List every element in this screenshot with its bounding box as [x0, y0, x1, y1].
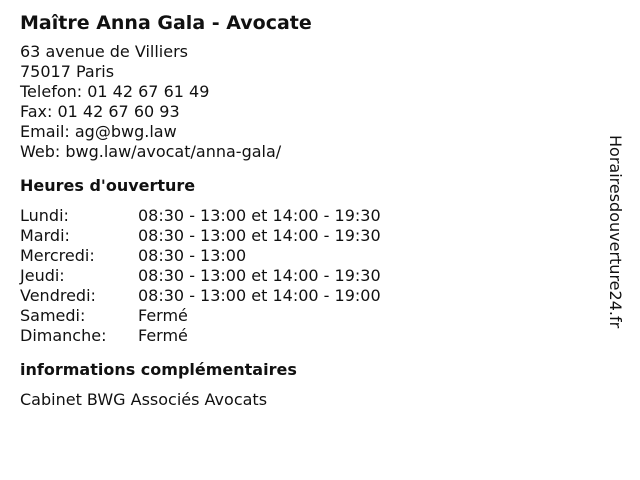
time-value: Fermé	[138, 306, 188, 325]
hours-table	[20, 206, 600, 346]
time-value: 08:30 - 13:00 et 14:00 - 19:00	[138, 286, 381, 305]
day-label: Lundi:	[20, 206, 69, 225]
page-title: Maître Anna Gala - Avocate	[20, 12, 312, 34]
hours-row-samedi	[20, 306, 600, 326]
day-label: Jeudi:	[20, 266, 65, 285]
time-value: Fermé	[138, 326, 188, 345]
day-label: Vendredi:	[20, 286, 96, 305]
hours-row-mardi	[20, 226, 600, 246]
hours-heading: Heures d'ouverture	[20, 176, 196, 195]
day-label: Mardi:	[20, 226, 70, 245]
fax-number: Fax: 01 42 67 60 93	[20, 102, 180, 121]
time-value: 08:30 - 13:00 et 14:00 - 19:30	[138, 266, 381, 285]
time-value: 08:30 - 13:00 et 14:00 - 19:30	[138, 206, 381, 225]
address-street: 63 avenue de Villiers	[20, 42, 188, 61]
extra-info-text: Cabinet BWG Associés Avocats	[20, 390, 268, 409]
time-value: 08:30 - 13:00 et 14:00 - 19:30	[138, 226, 381, 245]
listing-card	[20, 10, 600, 410]
day-label: Samedi:	[20, 306, 86, 325]
address-city: 75017 Paris	[20, 62, 115, 81]
hours-row-mercredi	[20, 246, 600, 266]
hours-row-dimanche	[20, 326, 600, 346]
hours-row-jeudi	[20, 266, 600, 286]
day-label: Dimanche:	[20, 326, 107, 345]
email-address: Email: ag@bwg.law	[20, 122, 177, 141]
site-watermark: Horairesdouverture24.fr	[606, 135, 625, 329]
hours-row-vendredi	[20, 286, 600, 306]
website-address: Web: bwg.law/avocat/anna-gala/	[20, 142, 282, 161]
contact-block	[20, 42, 600, 162]
day-label: Mercredi:	[20, 246, 95, 265]
time-value: 08:30 - 13:00	[138, 246, 247, 265]
phone-number: Telefon: 01 42 67 61 49	[20, 82, 210, 101]
hours-row-lundi	[20, 206, 600, 226]
extra-info-heading: informations complémentaires	[20, 360, 297, 379]
